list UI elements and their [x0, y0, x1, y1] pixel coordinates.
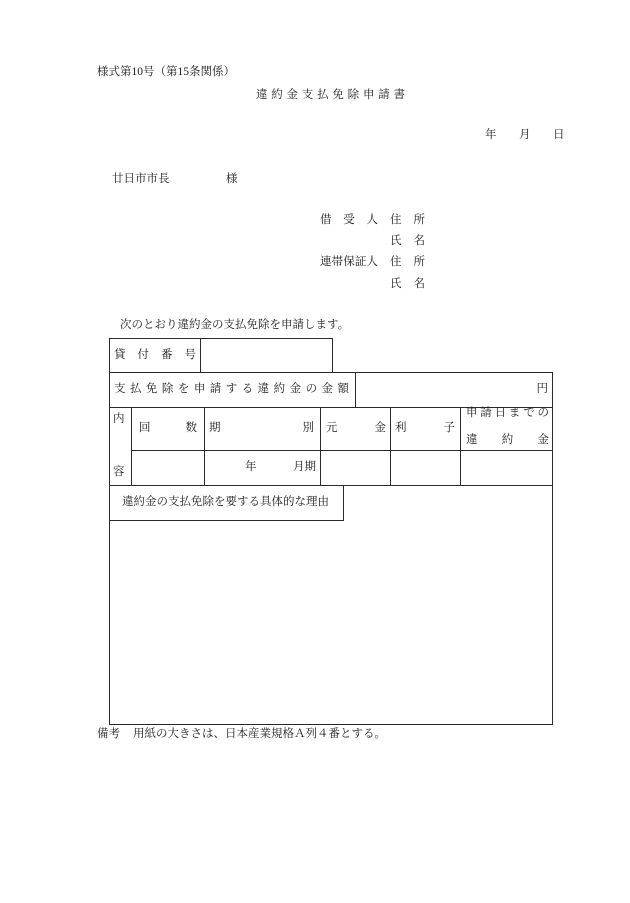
borrower-name-label: 氏名: [390, 235, 425, 247]
period-value-cell: [204, 450, 321, 486]
column-header-count: [131, 407, 205, 451]
interest-value-cell: [390, 450, 461, 486]
interest-header-label: 利子: [395, 422, 455, 435]
column-header-late-fee: [460, 407, 553, 451]
reason-label-cell: [109, 485, 344, 521]
period-month-label: 月期: [293, 461, 316, 474]
guarantor-name-label: 氏名: [390, 278, 425, 290]
note-label: 備考: [97, 728, 120, 740]
form-number: 様式第10号（第15条関係）: [97, 66, 235, 78]
addressee-honorific: 様: [226, 173, 238, 185]
principal-value-cell: [320, 450, 391, 486]
guarantor-address-label: 住所: [390, 256, 425, 268]
amount-unit: 円: [536, 383, 548, 396]
intro-text: 次のとおり違約金の支払免除を申請します。: [120, 319, 350, 331]
date-year-label: 年: [485, 129, 497, 141]
amount-value-cell: [355, 372, 553, 408]
addressee-name: 廿日市市長: [112, 173, 170, 185]
date-day-label: 日: [553, 129, 565, 141]
period-header-label: 期別: [209, 422, 314, 435]
borrower-role-label: 借受人: [320, 214, 378, 226]
date-month-label: 月: [519, 129, 531, 141]
details-label-top: 内: [113, 413, 125, 425]
details-label-bottom: 容: [113, 465, 125, 478]
principal-header-label: 元金: [326, 422, 386, 435]
loan-number-value-cell: [200, 338, 333, 373]
note-text: 用紙の大きさは、日本産業規格Ａ列４番とする。: [133, 728, 386, 740]
form-title: 違約金支払免除申請書: [256, 89, 405, 101]
late-fee-value-cell: [460, 450, 553, 486]
column-header-period: [204, 407, 321, 451]
column-header-principal: [320, 407, 391, 451]
reason-label: 違約金の支払免除を要する具体的な理由: [122, 496, 329, 509]
column-header-interest: [390, 407, 461, 451]
count-header-label: 回数: [139, 422, 197, 435]
loan-number-label: 貸付番号: [114, 348, 196, 361]
amount-label: 支払免除を申請する違約金の金額: [114, 383, 349, 396]
count-value-cell: [131, 450, 205, 486]
details-label-cell: [109, 407, 132, 486]
borrower-address-label: 住所: [390, 214, 425, 226]
loan-number-label-cell: [109, 338, 201, 373]
reason-area: [109, 485, 553, 725]
guarantor-role-label: 連帯保証人: [320, 256, 378, 268]
amount-label-cell: [109, 372, 356, 408]
late-fee-header-line1: 申請日までの: [466, 407, 549, 419]
late-fee-header-line2: 違約金: [466, 433, 549, 446]
period-year-label: 年: [245, 461, 257, 474]
